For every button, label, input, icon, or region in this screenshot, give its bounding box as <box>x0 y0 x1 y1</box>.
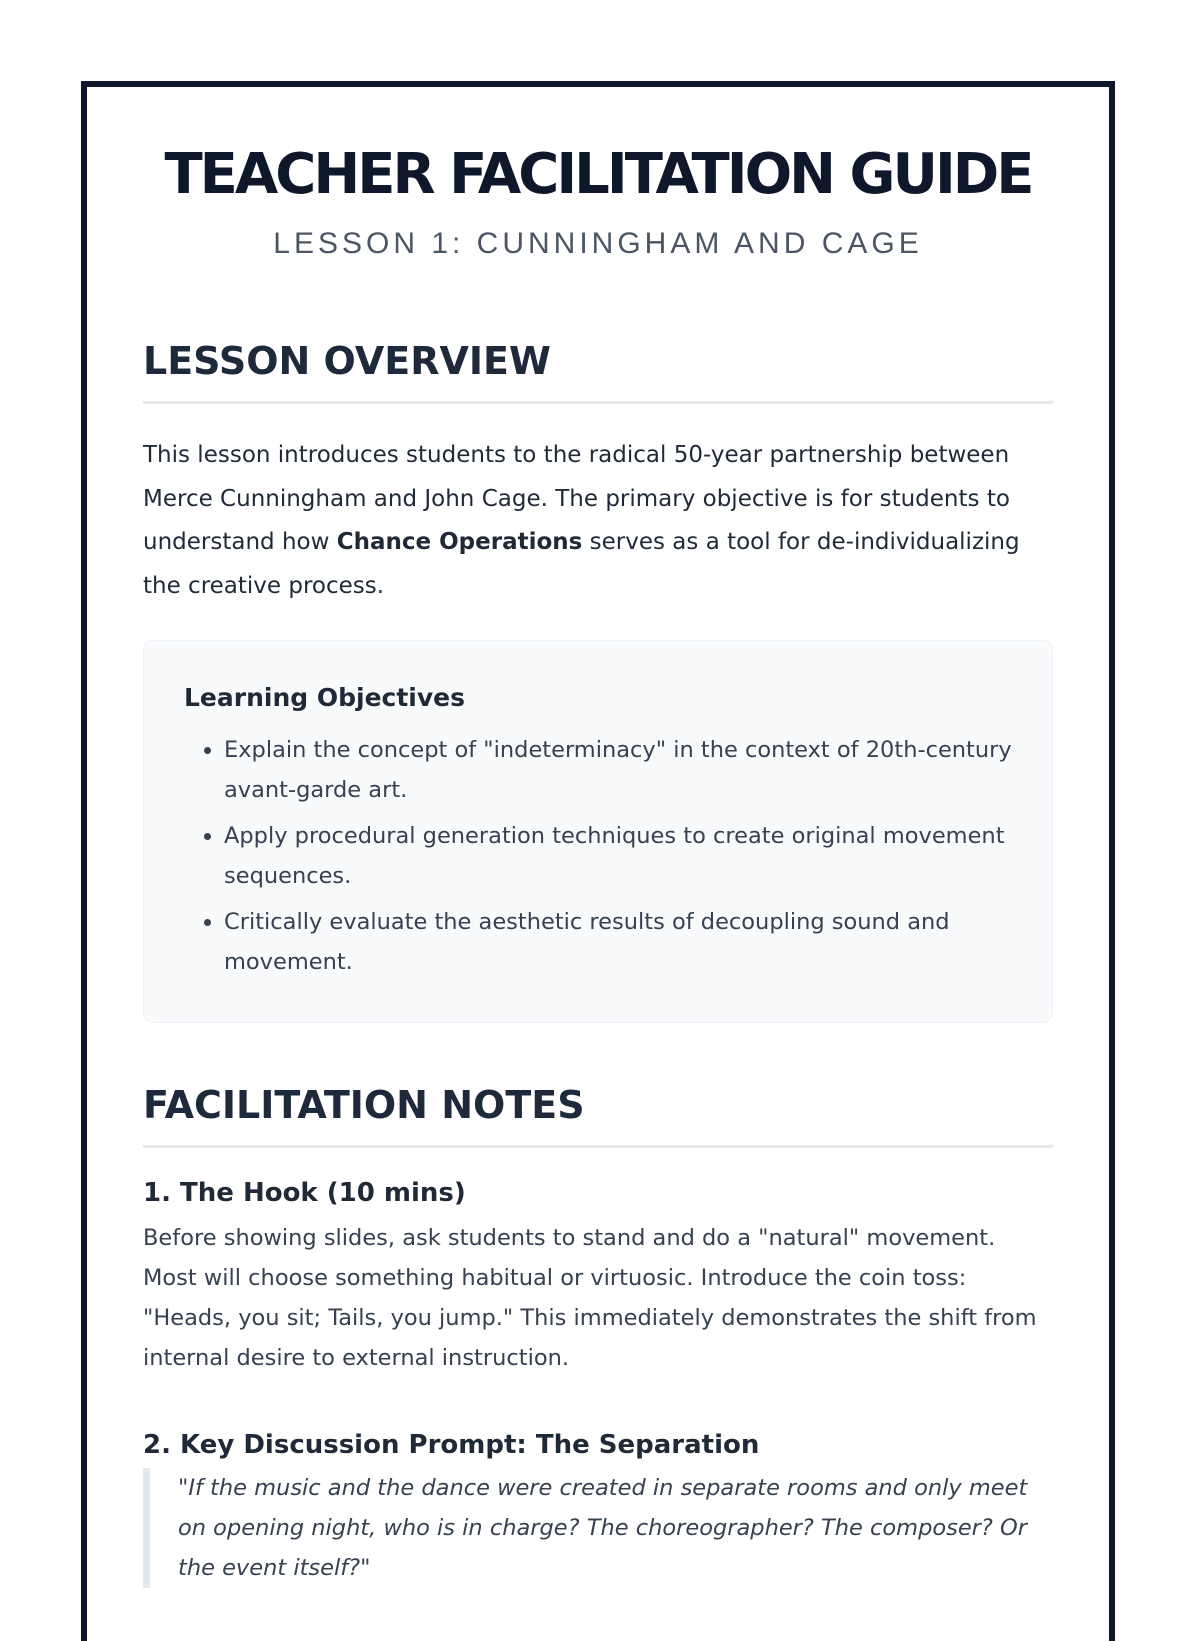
objective-item: • Explain the concept of "indeterminacy" in the context of 20th-century avant-garde art. <box>224 730 1012 810</box>
discussion-prompt-quote: "If the music and the dance were created in separate rooms and only meet on opening night, who is in charge? The choreographer? The composer? Or the event itself?" <box>143 1468 1053 1588</box>
overview-text-bold: Chance Operations <box>336 529 583 555</box>
overview-paragraph <box>143 434 1053 608</box>
note-hook-title: 1. The Hook (10 mins) <box>143 1178 466 1208</box>
learning-objectives-box <box>143 640 1053 1023</box>
note-discussion-title: 2. Key Discussion Prompt: The Separation <box>143 1430 760 1460</box>
lesson-overview-heading: LESSON OVERVIEW <box>143 339 1053 404</box>
guide-page <box>81 81 1115 1641</box>
facilitation-notes-heading: FACILITATION NOTES <box>143 1083 1053 1148</box>
objective-item: • Apply procedural generation techniques to create original movement sequences. <box>224 816 1012 896</box>
objective-item: • Critically evaluate the aesthetic results of decoupling sound and movement. <box>224 902 1012 982</box>
overview-text-before: This lesson introduces students to the radical 50-year partnership between Merce Cunningham and John Cage. The primary objective is for students to understand how <box>143 442 1010 555</box>
learning-objectives-list <box>184 730 1012 982</box>
learning-objectives-title: Learning Objectives <box>184 683 465 712</box>
note-hook-text: Before showing slides, ask students to stand and do a "natural" movement. Most will choose something habitual or virtuosic. Introduce the coin toss: "Heads, you sit; Tails, you jump." This immediately demonstrates the shift from internal desire to external instruction. <box>143 1225 1037 1371</box>
page-title: TEACHER FACILITATION GUIDE <box>164 142 1032 207</box>
overview-text-after: serves as a tool for de-individualizing the creative process. <box>143 529 1020 599</box>
page-subtitle: LESSON 1: CUNNINGHAM AND CAGE <box>273 227 923 260</box>
